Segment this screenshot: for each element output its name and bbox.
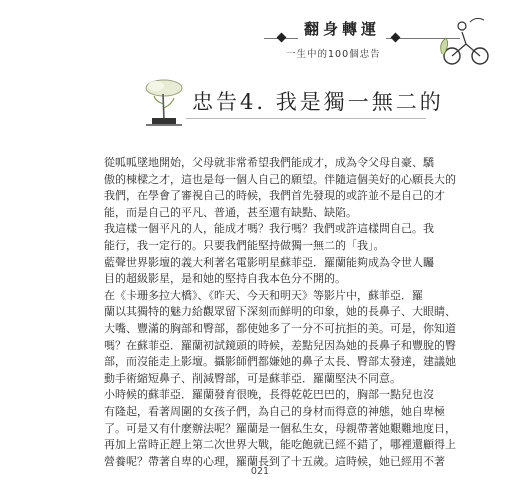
chapter-title: 忠告4. 我是獨一無二的 [192, 90, 444, 114]
paragraph [104, 221, 442, 254]
text-line: 營養呢？帶著自卑的心理，羅蘭長到了十五歲。這時候，她已經用不著 [104, 454, 445, 468]
text-line: 有隆起，看著周圍的女孩子們，為自己的身材而得意的神態，她自卑極 [104, 404, 445, 418]
page-number: 021 [250, 466, 270, 477]
text-line: 動手術縮短鼻子、削減臀部，可是蘇菲亞．羅蘭堅決不同意。 [104, 371, 401, 385]
badge-diamond-left [277, 33, 287, 43]
text-line: 嗎？在蘇菲亞．羅蘭初試鏡頭的時候，差點兒因為她的長鼻子和豐脫的臀 [104, 338, 456, 352]
text-line: 小時候的蘇菲亞．羅蘭發育很晚，長得乾乾巴巴的，胸部一點兒也沒 [104, 388, 434, 402]
paragraph [104, 387, 456, 470]
sapling-illustration [134, 74, 192, 128]
series-title: 翻身轉運 [298, 18, 386, 39]
body-text [104, 155, 456, 470]
text-line: 大嘴、豐滿的胸部和臀部，都使她多了一分不可抗拒的美。可是，你知道 [104, 321, 456, 335]
text-line: 部，而沒能走上影壇。攝影師們都嫌她的鼻子太長、臀部太發達，建議她 [104, 355, 456, 369]
badge-diamond-right [391, 33, 401, 43]
text-line: 藍聲世界影壇的義大利著名電影明星蘇菲亞．羅蘭能夠成為令世人矚 [104, 255, 434, 269]
text-line: 傲的棟樑之才，這也是每一個人自己的願望。伴隨這個美好的心願長大的 [104, 172, 456, 186]
paragraph [104, 255, 442, 288]
text-line: 能，而是自己的平凡、普通，甚至還有缺點、缺陷。 [104, 205, 357, 219]
text-line: 了。可是又有什麼辦法呢？羅蘭是一個私生女，母親帶著她艱難地度日， [104, 421, 456, 435]
text-line: 從呱呱墜地開始，父母就非常希望我們能成才，成為令父母自豪、驕 [104, 156, 434, 169]
text-line: 在《卡珊多拉大橋》、《昨天、今天和明天》等影片中，蘇菲亞．羅 [104, 288, 423, 302]
text-line: 目的超級影星，是和她的堅持自我本色分不開的。 [104, 272, 346, 286]
series-badge [264, 12, 460, 64]
cyclist-illustration [436, 14, 494, 66]
paragraph [104, 155, 456, 221]
text-line: 我這樣一個平凡的人，能成才嗎？我行嗎？我們或許這樣問自己。我 [104, 222, 434, 236]
series-subtitle: 一生中的100個忠告 [286, 49, 381, 60]
text-line: 能行，我一定行的。只要我們能堅持做獨一無二的「我」。 [104, 238, 385, 252]
text-line: 再加上當時正趕上第二次世界大戰，能吃飽就已經不錯了，哪裡還顧得上 [104, 438, 456, 452]
chapter-title-rule [186, 118, 426, 119]
text-line: 蘭以其獨特的魅力給觀眾留下深刻而鮮明的印象，她的長鼻子、大眼睛、 [104, 305, 456, 319]
text-line: 我們，在學會了審視自己的時候，我們首先發現的或許並不是自己的才 [104, 189, 445, 203]
paragraph [104, 288, 456, 388]
